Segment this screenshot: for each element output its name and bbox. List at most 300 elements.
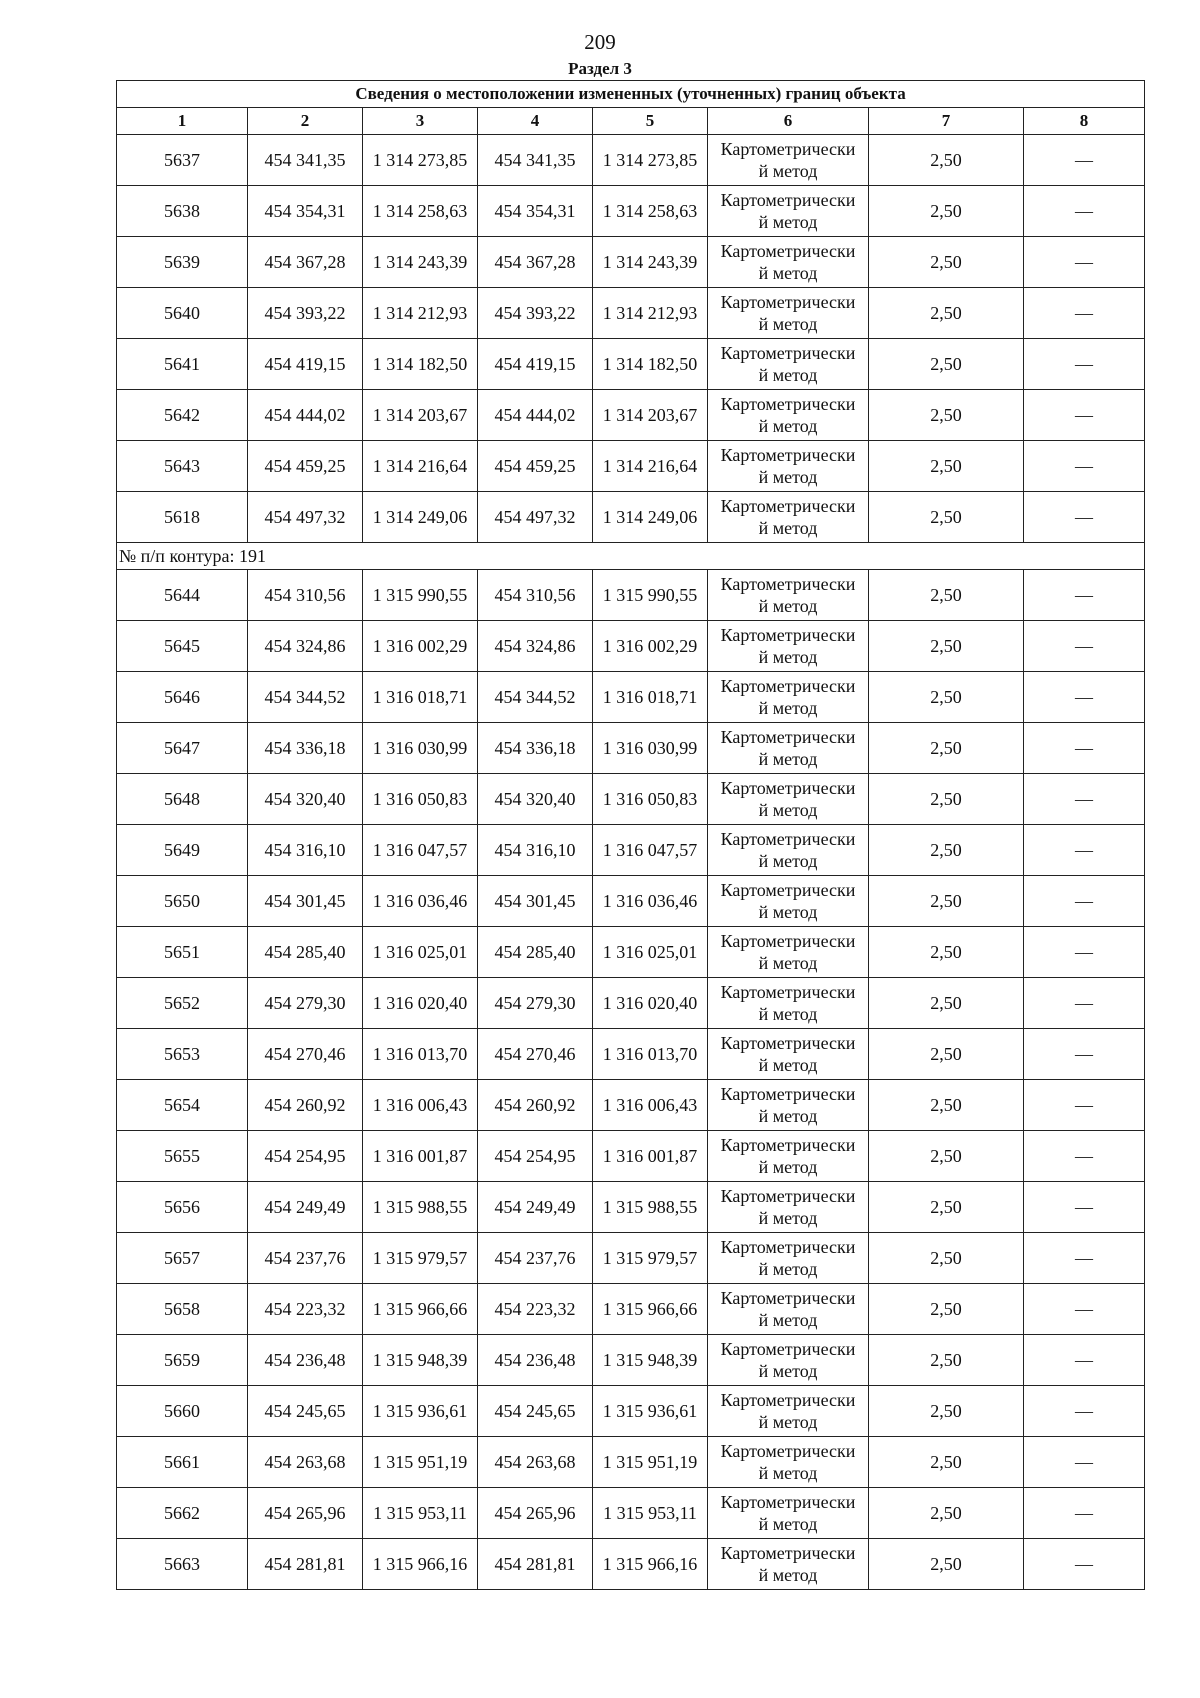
x-existing-cell: 454 249,49 — [248, 1182, 363, 1233]
method-text-line2: й метод — [758, 1157, 818, 1177]
point-number-cell: 5657 — [117, 1233, 248, 1284]
boundary-coordinates-table — [116, 80, 1145, 1590]
table-row — [117, 621, 1145, 672]
y-new-cell: 1 314 249,06 — [593, 492, 708, 543]
x-new-cell: 454 263,68 — [478, 1437, 593, 1488]
y-existing-cell: 1 314 182,50 — [363, 339, 478, 390]
method-text-line1: Картометрически — [720, 343, 856, 363]
x-new-cell: 454 285,40 — [478, 927, 593, 978]
method-text-line1: Картометрически — [720, 1339, 856, 1359]
table-row — [117, 339, 1145, 390]
method-cell — [708, 876, 869, 927]
y-existing-cell: 1 315 988,55 — [363, 1182, 478, 1233]
x-new-cell: 454 265,96 — [478, 1488, 593, 1539]
x-existing-cell: 454 265,96 — [248, 1488, 363, 1539]
y-new-cell: 1 315 951,19 — [593, 1437, 708, 1488]
x-existing-cell: 454 393,22 — [248, 288, 363, 339]
point-number-cell: 5661 — [117, 1437, 248, 1488]
method-text-line2: й метод — [758, 365, 818, 385]
table-row — [117, 1131, 1145, 1182]
table-body — [117, 81, 1145, 1590]
method-cell — [708, 390, 869, 441]
x-existing-cell: 454 344,52 — [248, 672, 363, 723]
table-row — [117, 825, 1145, 876]
x-existing-cell: 454 301,45 — [248, 876, 363, 927]
description-cell: — — [1024, 774, 1145, 825]
table-row — [117, 1182, 1145, 1233]
x-existing-cell: 454 336,18 — [248, 723, 363, 774]
table-caption: Сведения о местоположении измененных (уточненных) границ объекта — [117, 81, 1145, 108]
table-row — [117, 774, 1145, 825]
x-existing-cell: 454 459,25 — [248, 441, 363, 492]
y-new-cell: 1 316 020,40 — [593, 978, 708, 1029]
method-cell — [708, 927, 869, 978]
y-existing-cell: 1 315 936,61 — [363, 1386, 478, 1437]
method-text-line2: й метод — [758, 698, 818, 718]
method-cell — [708, 825, 869, 876]
x-new-cell: 454 459,25 — [478, 441, 593, 492]
method-text-line1: Картометрически — [720, 241, 856, 261]
method-text-line2: й метод — [758, 263, 818, 283]
table-row — [117, 135, 1145, 186]
description-cell: — — [1024, 1182, 1145, 1233]
table-row — [117, 441, 1145, 492]
precision-cell: 2,50 — [869, 1131, 1024, 1182]
method-text-line2: й метод — [758, 953, 818, 973]
method-text-line1: Картометрически — [720, 292, 856, 312]
y-new-cell: 1 316 030,99 — [593, 723, 708, 774]
method-text-line1: Картометрически — [720, 1288, 856, 1308]
y-new-cell: 1 315 966,16 — [593, 1539, 708, 1590]
point-number-cell: 5655 — [117, 1131, 248, 1182]
x-new-cell: 454 223,32 — [478, 1284, 593, 1335]
method-text-line1: Картометрически — [720, 1033, 856, 1053]
description-cell: — — [1024, 825, 1145, 876]
x-existing-cell: 454 316,10 — [248, 825, 363, 876]
method-text-line1: Картометрически — [720, 1543, 856, 1563]
table-row — [117, 876, 1145, 927]
y-existing-cell: 1 315 948,39 — [363, 1335, 478, 1386]
description-cell: — — [1024, 1437, 1145, 1488]
method-text-line1: Картометрически — [720, 880, 856, 900]
y-existing-cell: 1 316 002,29 — [363, 621, 478, 672]
precision-cell: 2,50 — [869, 1182, 1024, 1233]
x-existing-cell: 454 263,68 — [248, 1437, 363, 1488]
y-existing-cell: 1 316 047,57 — [363, 825, 478, 876]
method-text-line1: Картометрически — [720, 190, 856, 210]
x-new-cell: 454 320,40 — [478, 774, 593, 825]
method-cell — [708, 1386, 869, 1437]
precision-cell: 2,50 — [869, 1386, 1024, 1437]
x-new-cell: 454 324,86 — [478, 621, 593, 672]
point-number-cell: 5652 — [117, 978, 248, 1029]
x-existing-cell: 454 341,35 — [248, 135, 363, 186]
description-cell: — — [1024, 570, 1145, 621]
table-row — [117, 1335, 1145, 1386]
method-text-line2: й метод — [758, 467, 818, 487]
x-new-cell: 454 301,45 — [478, 876, 593, 927]
y-existing-cell: 1 314 243,39 — [363, 237, 478, 288]
y-new-cell: 1 314 216,64 — [593, 441, 708, 492]
y-existing-cell: 1 316 006,43 — [363, 1080, 478, 1131]
x-existing-cell: 454 223,32 — [248, 1284, 363, 1335]
y-new-cell: 1 316 036,46 — [593, 876, 708, 927]
y-new-cell: 1 314 212,93 — [593, 288, 708, 339]
column-number: 8 — [1024, 108, 1145, 135]
method-text-line2: й метод — [758, 800, 818, 820]
method-cell — [708, 1284, 869, 1335]
x-new-cell: 454 279,30 — [478, 978, 593, 1029]
y-new-cell: 1 315 953,11 — [593, 1488, 708, 1539]
x-new-cell: 454 419,15 — [478, 339, 593, 390]
precision-cell: 2,50 — [869, 723, 1024, 774]
x-new-cell: 454 344,52 — [478, 672, 593, 723]
method-text-line2: й метод — [758, 647, 818, 667]
y-new-cell: 1 314 258,63 — [593, 186, 708, 237]
y-new-cell: 1 315 990,55 — [593, 570, 708, 621]
y-new-cell: 1 316 050,83 — [593, 774, 708, 825]
method-cell — [708, 1131, 869, 1182]
y-new-cell: 1 315 966,66 — [593, 1284, 708, 1335]
x-new-cell: 454 316,10 — [478, 825, 593, 876]
x-existing-cell: 454 260,92 — [248, 1080, 363, 1131]
method-text-line1: Картометрически — [720, 496, 856, 516]
x-new-cell: 454 393,22 — [478, 288, 593, 339]
x-existing-cell: 454 444,02 — [248, 390, 363, 441]
y-new-cell: 1 316 001,87 — [593, 1131, 708, 1182]
point-number-cell: 5649 — [117, 825, 248, 876]
table-row — [117, 288, 1145, 339]
precision-cell: 2,50 — [869, 1488, 1024, 1539]
method-text-line1: Картометрически — [720, 625, 856, 645]
precision-cell: 2,50 — [869, 186, 1024, 237]
x-new-cell: 454 444,02 — [478, 390, 593, 441]
method-text-line1: Картометрически — [720, 1390, 856, 1410]
x-new-cell: 454 260,92 — [478, 1080, 593, 1131]
method-text-line2: й метод — [758, 1463, 818, 1483]
method-text-line1: Картометрически — [720, 829, 856, 849]
method-cell — [708, 237, 869, 288]
method-text-line1: Картометрически — [720, 394, 856, 414]
method-text-line1: Картометрически — [720, 1237, 856, 1257]
y-existing-cell: 1 315 966,16 — [363, 1539, 478, 1590]
method-text-line2: й метод — [758, 1055, 818, 1075]
precision-cell: 2,50 — [869, 1539, 1024, 1590]
table-row — [117, 672, 1145, 723]
description-cell: — — [1024, 1539, 1145, 1590]
y-new-cell: 1 316 013,70 — [593, 1029, 708, 1080]
table-row — [117, 390, 1145, 441]
precision-cell: 2,50 — [869, 672, 1024, 723]
method-text-line1: Картометрически — [720, 1084, 856, 1104]
contour-label: № п/п контура: 191 — [117, 543, 1145, 570]
precision-cell: 2,50 — [869, 1080, 1024, 1131]
method-text-line2: й метод — [758, 1004, 818, 1024]
x-existing-cell: 454 245,65 — [248, 1386, 363, 1437]
description-cell: — — [1024, 672, 1145, 723]
contour-row — [117, 543, 1145, 570]
method-cell — [708, 1182, 869, 1233]
method-cell — [708, 492, 869, 543]
method-text-line2: й метод — [758, 1259, 818, 1279]
method-text-line2: й метод — [758, 1565, 818, 1585]
column-number: 6 — [708, 108, 869, 135]
method-cell — [708, 1335, 869, 1386]
point-number-cell: 5638 — [117, 186, 248, 237]
precision-cell: 2,50 — [869, 1437, 1024, 1488]
point-number-cell: 5647 — [117, 723, 248, 774]
y-existing-cell: 1 316 025,01 — [363, 927, 478, 978]
y-existing-cell: 1 316 030,99 — [363, 723, 478, 774]
description-cell: — — [1024, 1386, 1145, 1437]
x-existing-cell: 454 237,76 — [248, 1233, 363, 1284]
method-text-line1: Картометрически — [720, 778, 856, 798]
x-new-cell: 454 237,76 — [478, 1233, 593, 1284]
description-cell: — — [1024, 1131, 1145, 1182]
description-cell: — — [1024, 288, 1145, 339]
method-text-line2: й метод — [758, 1514, 818, 1534]
method-text-line2: й метод — [758, 161, 818, 181]
precision-cell: 2,50 — [869, 1029, 1024, 1080]
table-row — [117, 1386, 1145, 1437]
table-row — [117, 1284, 1145, 1335]
description-cell: — — [1024, 1029, 1145, 1080]
point-number-cell: 5643 — [117, 441, 248, 492]
method-cell — [708, 723, 869, 774]
method-text-line1: Картометрически — [720, 1186, 856, 1206]
description-cell: — — [1024, 1335, 1145, 1386]
method-cell — [708, 1029, 869, 1080]
method-cell — [708, 186, 869, 237]
description-cell: — — [1024, 390, 1145, 441]
y-existing-cell: 1 316 013,70 — [363, 1029, 478, 1080]
point-number-cell: 5637 — [117, 135, 248, 186]
x-new-cell: 454 497,32 — [478, 492, 593, 543]
x-new-cell: 454 341,35 — [478, 135, 593, 186]
precision-cell: 2,50 — [869, 390, 1024, 441]
method-text-line2: й метод — [758, 1361, 818, 1381]
description-cell: — — [1024, 1233, 1145, 1284]
description-cell: — — [1024, 441, 1145, 492]
point-number-cell: 5645 — [117, 621, 248, 672]
table-row — [117, 978, 1145, 1029]
x-existing-cell: 454 497,32 — [248, 492, 363, 543]
description-cell: — — [1024, 186, 1145, 237]
table-row — [117, 723, 1145, 774]
method-text-line2: й метод — [758, 851, 818, 871]
point-number-cell: 5659 — [117, 1335, 248, 1386]
y-new-cell: 1 316 025,01 — [593, 927, 708, 978]
y-existing-cell: 1 314 216,64 — [363, 441, 478, 492]
method-text-line2: й метод — [758, 596, 818, 616]
method-text-line1: Картометрически — [720, 676, 856, 696]
x-new-cell: 454 254,95 — [478, 1131, 593, 1182]
x-existing-cell: 454 279,30 — [248, 978, 363, 1029]
precision-cell: 2,50 — [869, 927, 1024, 978]
y-existing-cell: 1 315 953,11 — [363, 1488, 478, 1539]
point-number-cell: 5651 — [117, 927, 248, 978]
y-new-cell: 1 314 273,85 — [593, 135, 708, 186]
x-new-cell: 454 270,46 — [478, 1029, 593, 1080]
precision-cell: 2,50 — [869, 237, 1024, 288]
description-cell: — — [1024, 492, 1145, 543]
y-existing-cell: 1 314 212,93 — [363, 288, 478, 339]
point-number-cell: 5648 — [117, 774, 248, 825]
x-new-cell: 454 354,31 — [478, 186, 593, 237]
column-number: 4 — [478, 108, 593, 135]
method-text-line1: Картометрически — [720, 727, 856, 747]
y-new-cell: 1 314 182,50 — [593, 339, 708, 390]
y-existing-cell: 1 315 990,55 — [363, 570, 478, 621]
method-text-line1: Картометрически — [720, 982, 856, 1002]
column-number: 5 — [593, 108, 708, 135]
method-text-line2: й метод — [758, 1310, 818, 1330]
table-row — [117, 1233, 1145, 1284]
description-cell: — — [1024, 978, 1145, 1029]
point-number-cell: 5642 — [117, 390, 248, 441]
y-existing-cell: 1 316 018,71 — [363, 672, 478, 723]
column-number: 1 — [117, 108, 248, 135]
method-text-line2: й метод — [758, 314, 818, 334]
y-existing-cell: 1 314 258,63 — [363, 186, 478, 237]
table-row — [117, 570, 1145, 621]
precision-cell: 2,50 — [869, 1284, 1024, 1335]
method-cell — [708, 621, 869, 672]
column-number: 2 — [248, 108, 363, 135]
y-existing-cell: 1 315 966,66 — [363, 1284, 478, 1335]
x-existing-cell: 454 285,40 — [248, 927, 363, 978]
x-existing-cell: 454 254,95 — [248, 1131, 363, 1182]
y-new-cell: 1 316 018,71 — [593, 672, 708, 723]
column-number-row — [117, 108, 1145, 135]
description-cell: — — [1024, 621, 1145, 672]
table-row — [117, 237, 1145, 288]
method-text-line1: Картометрически — [720, 139, 856, 159]
x-new-cell: 454 310,56 — [478, 570, 593, 621]
y-existing-cell: 1 314 203,67 — [363, 390, 478, 441]
y-new-cell: 1 316 002,29 — [593, 621, 708, 672]
x-new-cell: 454 281,81 — [478, 1539, 593, 1590]
method-cell — [708, 1488, 869, 1539]
point-number-cell: 5654 — [117, 1080, 248, 1131]
method-cell — [708, 672, 869, 723]
x-existing-cell: 454 270,46 — [248, 1029, 363, 1080]
precision-cell: 2,50 — [869, 621, 1024, 672]
method-cell — [708, 978, 869, 1029]
x-new-cell: 454 367,28 — [478, 237, 593, 288]
point-number-cell: 5640 — [117, 288, 248, 339]
point-number-cell: 5646 — [117, 672, 248, 723]
x-new-cell: 454 245,65 — [478, 1386, 593, 1437]
column-number: 3 — [363, 108, 478, 135]
table-row — [117, 492, 1145, 543]
point-number-cell: 5662 — [117, 1488, 248, 1539]
x-new-cell: 454 249,49 — [478, 1182, 593, 1233]
y-new-cell: 1 316 006,43 — [593, 1080, 708, 1131]
x-existing-cell: 454 354,31 — [248, 186, 363, 237]
precision-cell: 2,50 — [869, 492, 1024, 543]
description-cell: — — [1024, 927, 1145, 978]
description-cell: — — [1024, 135, 1145, 186]
y-new-cell: 1 314 243,39 — [593, 237, 708, 288]
precision-cell: 2,50 — [869, 774, 1024, 825]
x-existing-cell: 454 281,81 — [248, 1539, 363, 1590]
y-existing-cell: 1 314 273,85 — [363, 135, 478, 186]
description-cell: — — [1024, 339, 1145, 390]
method-text-line2: й метод — [758, 1208, 818, 1228]
method-cell — [708, 339, 869, 390]
precision-cell: 2,50 — [869, 441, 1024, 492]
method-cell — [708, 774, 869, 825]
y-new-cell: 1 315 948,39 — [593, 1335, 708, 1386]
y-existing-cell: 1 316 050,83 — [363, 774, 478, 825]
y-existing-cell: 1 316 001,87 — [363, 1131, 478, 1182]
point-number-cell: 5650 — [117, 876, 248, 927]
description-cell: — — [1024, 723, 1145, 774]
table-row — [117, 1029, 1145, 1080]
table-caption-row — [117, 81, 1145, 108]
point-number-cell: 5658 — [117, 1284, 248, 1335]
y-new-cell: 1 315 979,57 — [593, 1233, 708, 1284]
method-text-line2: й метод — [758, 902, 818, 922]
table-row — [117, 186, 1145, 237]
x-new-cell: 454 236,48 — [478, 1335, 593, 1386]
point-number-cell: 5660 — [117, 1386, 248, 1437]
precision-cell: 2,50 — [869, 1233, 1024, 1284]
precision-cell: 2,50 — [869, 876, 1024, 927]
method-text-line2: й метод — [758, 416, 818, 436]
page-number: 209 — [584, 30, 616, 54]
method-text-line2: й метод — [758, 212, 818, 232]
method-text-line1: Картометрически — [720, 931, 856, 951]
y-existing-cell: 1 316 020,40 — [363, 978, 478, 1029]
method-cell — [708, 1437, 869, 1488]
method-text-line1: Картометрически — [720, 574, 856, 594]
x-existing-cell: 454 324,86 — [248, 621, 363, 672]
point-number-cell: 5653 — [117, 1029, 248, 1080]
method-cell — [708, 1233, 869, 1284]
y-existing-cell: 1 314 249,06 — [363, 492, 478, 543]
description-cell: — — [1024, 876, 1145, 927]
method-cell — [708, 1539, 869, 1590]
table-row — [117, 1080, 1145, 1131]
description-cell: — — [1024, 1488, 1145, 1539]
y-new-cell: 1 316 047,57 — [593, 825, 708, 876]
y-new-cell: 1 315 936,61 — [593, 1386, 708, 1437]
table-row — [117, 1488, 1145, 1539]
x-existing-cell: 454 419,15 — [248, 339, 363, 390]
precision-cell: 2,50 — [869, 825, 1024, 876]
table-row — [117, 1539, 1145, 1590]
method-text-line2: й метод — [758, 749, 818, 769]
precision-cell: 2,50 — [869, 288, 1024, 339]
x-new-cell: 454 336,18 — [478, 723, 593, 774]
method-text-line1: Картометрически — [720, 445, 856, 465]
y-new-cell: 1 315 988,55 — [593, 1182, 708, 1233]
y-existing-cell: 1 315 951,19 — [363, 1437, 478, 1488]
x-existing-cell: 454 310,56 — [248, 570, 363, 621]
y-existing-cell: 1 315 979,57 — [363, 1233, 478, 1284]
method-cell — [708, 288, 869, 339]
y-new-cell: 1 314 203,67 — [593, 390, 708, 441]
method-text-line2: й метод — [758, 1412, 818, 1432]
method-cell — [708, 441, 869, 492]
column-number: 7 — [869, 108, 1024, 135]
x-existing-cell: 454 236,48 — [248, 1335, 363, 1386]
point-number-cell: 5644 — [117, 570, 248, 621]
x-existing-cell: 454 320,40 — [248, 774, 363, 825]
point-number-cell: 5618 — [117, 492, 248, 543]
